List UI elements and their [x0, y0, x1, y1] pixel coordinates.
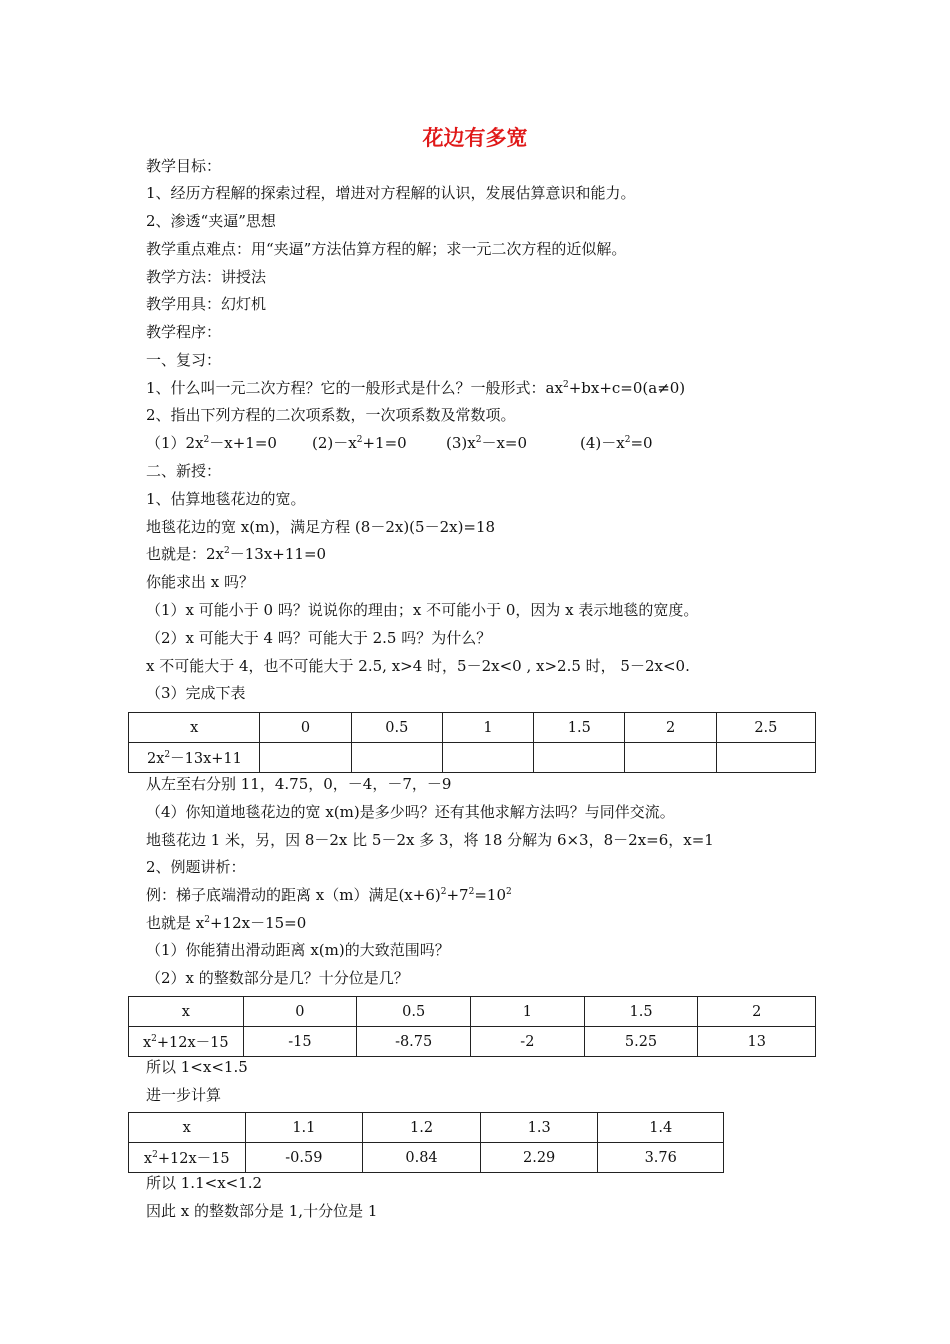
example-statement: 例：梯子底端滑动的距离 x（m）满足$(x+6)^2+7^2=10^2$	[146, 886, 512, 904]
answer-4: 地毯花边 1 米，另，因 8－2x 比 5－2x 多 3，将 18 分解为 6×3，8－2x=6，x=1	[146, 831, 714, 849]
can-solve-question: 你能求出 x 吗？	[146, 573, 254, 591]
table-row: x 0 0.5 1 1.5 2	[129, 997, 816, 1027]
teaching-procedure: 教学程序：	[146, 323, 222, 341]
teaching-method: 教学方法：讲授法	[146, 268, 267, 286]
carpet-expanded: 也就是：$2x^2-13x+11=0$	[146, 545, 327, 563]
table-row: $x^2+12x-15$ -15 -8.75 -2 5.25 13	[129, 1027, 816, 1057]
example-expanded: 也就是 $x^2+12x-15=0$	[146, 914, 307, 932]
conclusion-2: 所以 1.1<x<1.2	[146, 1174, 263, 1192]
review-q1: 1、什么叫一元二次方程？它的一般形式是什么？一般形式：$ax^2+bx+c=0(a\ne 0)$	[146, 379, 686, 397]
table-carpet	[128, 712, 816, 773]
table-ladder	[128, 996, 816, 1057]
estimate-heading: 1、估算地毯花边的宽。	[146, 490, 306, 508]
carpet-equation: 地毯花边的宽 x(m)，满足方程 (8－2x)(5－2x)=18	[146, 518, 496, 536]
section-review-heading: 一、复习：	[146, 351, 222, 369]
question-4: （4）你知道地毯花边的宽 x(m)是多少吗？还有其他求解方法吗？与同伴交流。	[146, 803, 675, 821]
table-row: $x^2+12x-15$ -0.59 0.84 2.29 3.76	[129, 1143, 724, 1173]
question-3: （3）完成下表	[146, 684, 246, 702]
example-q1: （1）你能猜出滑动距离 x(m)的大致范围吗？	[146, 941, 450, 959]
example-heading: 2、例题讲析：	[146, 858, 246, 876]
conclusion-1: 所以 1<x<1.5	[146, 1058, 248, 1076]
question-2: （2）x 可能大于 4 吗？可能大于 2.5 吗？为什么？	[146, 629, 492, 647]
key-points: 教学重点难点：用“夹逼”方法估算方程的解；求一元二次方程的近似解。	[146, 240, 627, 258]
teaching-tools: 教学用具：幻灯机	[146, 295, 267, 313]
final-answer: 因此 x 的整数部分是 1,十分位是 1	[146, 1202, 378, 1220]
example-q2: （2）x 的整数部分是几？十分位是几？	[146, 969, 409, 987]
table-row: x 1.1 1.2 1.3 1.4	[129, 1113, 724, 1143]
page-title: 花边有多宽	[422, 126, 528, 150]
table-row: x 0 0.5 1 1.5 2 2.5	[129, 713, 816, 743]
review-q2: 2、指出下列方程的二次项系数，一次项系数及常数项。	[146, 406, 516, 424]
question-1: （1）x 可能小于 0 吗？说说你的理由；x 不可能小于 0，因为 x 表示地毯的宽度。	[146, 601, 699, 619]
objective-1: 1、经历方程解的探索过程，增进对方程解的认识，发展估算意识和能力。	[146, 184, 636, 202]
table1-results: 从左至右分别 11，4.75，0，－4，－7，－9	[146, 775, 452, 793]
review-equations: $(1)2x^2-x+1=0$ $(2)-x^2+1=0$ $(3)x^2-x=0$ $(4)-x^2=0$	[146, 434, 653, 452]
answer-2: x 不可能大于 4，也不可能大于 2.5, x>4 时，5－2x<0 , x>2.5 时， 5－2x<0.	[146, 657, 690, 675]
section-new-heading: 二、新授：	[146, 462, 222, 480]
heading-objectives: 教学目标：	[146, 157, 222, 175]
further-calc: 进一步计算	[146, 1086, 222, 1104]
table-row: $2x^2-13x+11$	[129, 743, 816, 773]
table-refine	[128, 1112, 724, 1173]
objective-2: 2、渗透“夹逼”思想	[146, 212, 276, 230]
